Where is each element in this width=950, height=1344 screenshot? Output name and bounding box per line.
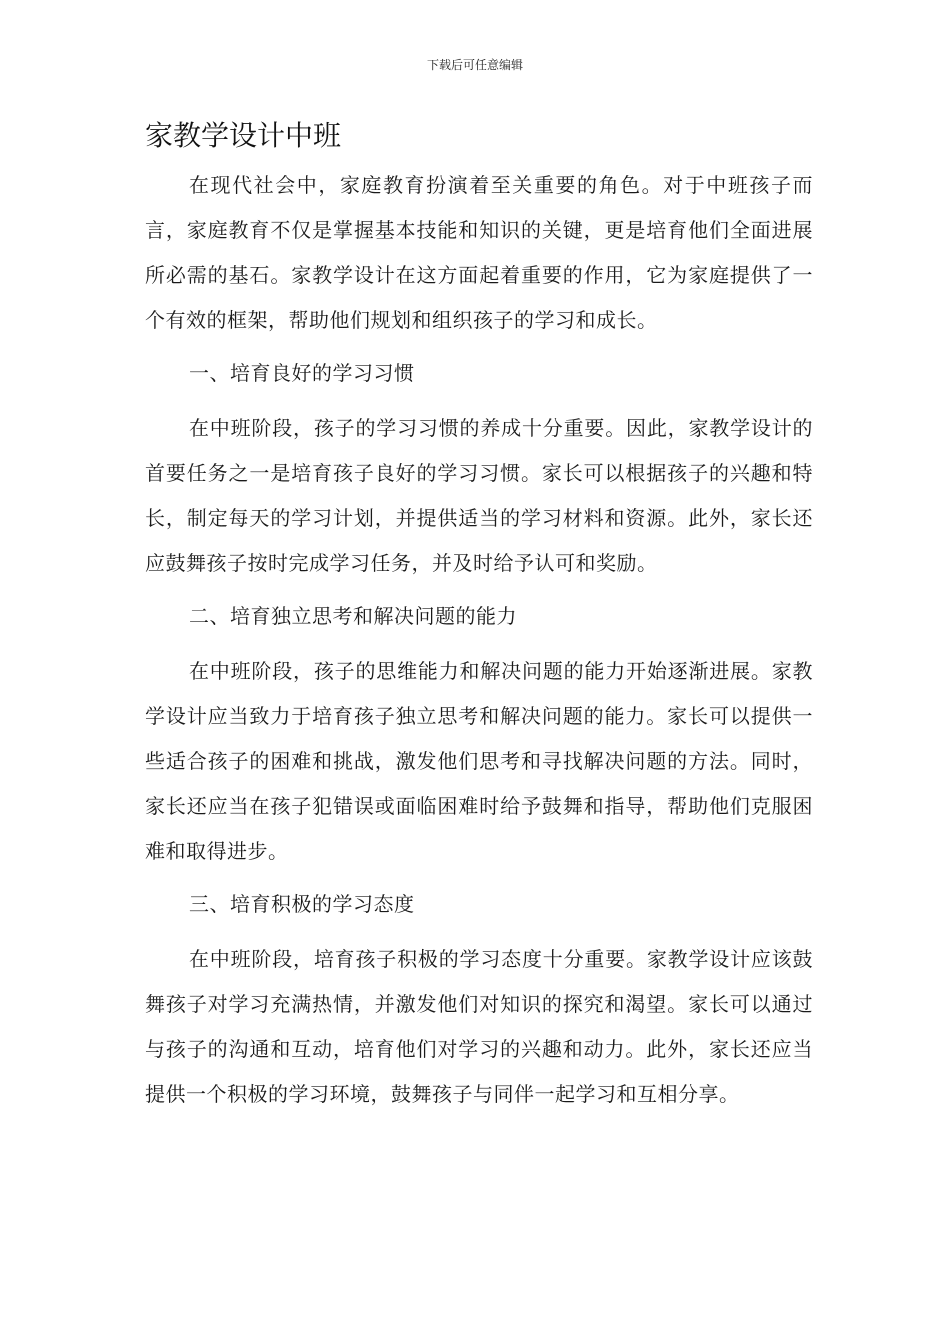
section-body-2: 在中班阶段，孩子的思维能力和解决问题的能力开始逐渐进展。家教学设计应当致力于培育孩子独立思考和解决问题的能力。家长可以提供一些适合孩子的困难和挑战，激发他们思考和寻找解决问题的方法。同时，家长还应当在孩子犯错误或面临困难时给予鼓舞和指导，帮助他们克服困难和取得进步。 <box>145 659 813 863</box>
document-body <box>145 163 813 1125</box>
section-heading-3: 三、培育积极的学习态度 <box>189 892 415 916</box>
page-header: 下载后可任意编辑 <box>426 58 523 72</box>
document-title: 家教学设计中班 <box>145 119 342 152</box>
section-body-1: 在中班阶段，孩子的学习习惯的养成十分重要。因此，家教学设计的首要任务之一是培育孩子良好的学习习惯。家长可以根据孩子的兴趣和特长，制定每天的学习计划，并提供适当的学习材料和资源。此外，家长还应鼓舞孩子按时完成学习任务，并及时给予认可和奖励。 <box>145 416 813 575</box>
intro-paragraph: 在现代社会中，家庭教育扮演着至关重要的角色。对于中班孩子而言，家庭教育不仅是掌握基本技能和知识的关键，更是培育他们全面进展所必需的基石。家教学设计在这方面起着重要的作用，它为家庭提供了一个有效的框架，帮助他们规划和组织孩子的学习和成长。 <box>145 173 813 332</box>
section-heading-2: 二、培育独立思考和解决问题的能力 <box>189 604 517 628</box>
section-heading-1: 一、培育良好的学习习惯 <box>189 361 415 385</box>
section-body-3: 在中班阶段，培育孩子积极的学习态度十分重要。家教学设计应该鼓舞孩子对学习充满热情，并激发他们对知识的探究和渴望。家长可以通过与孩子的沟通和互动，培育他们对学习的兴趣和动力。此外，家长还应当提供一个积极的学习环境，鼓舞孩子与同伴一起学习和互相分享。 <box>145 947 813 1106</box>
